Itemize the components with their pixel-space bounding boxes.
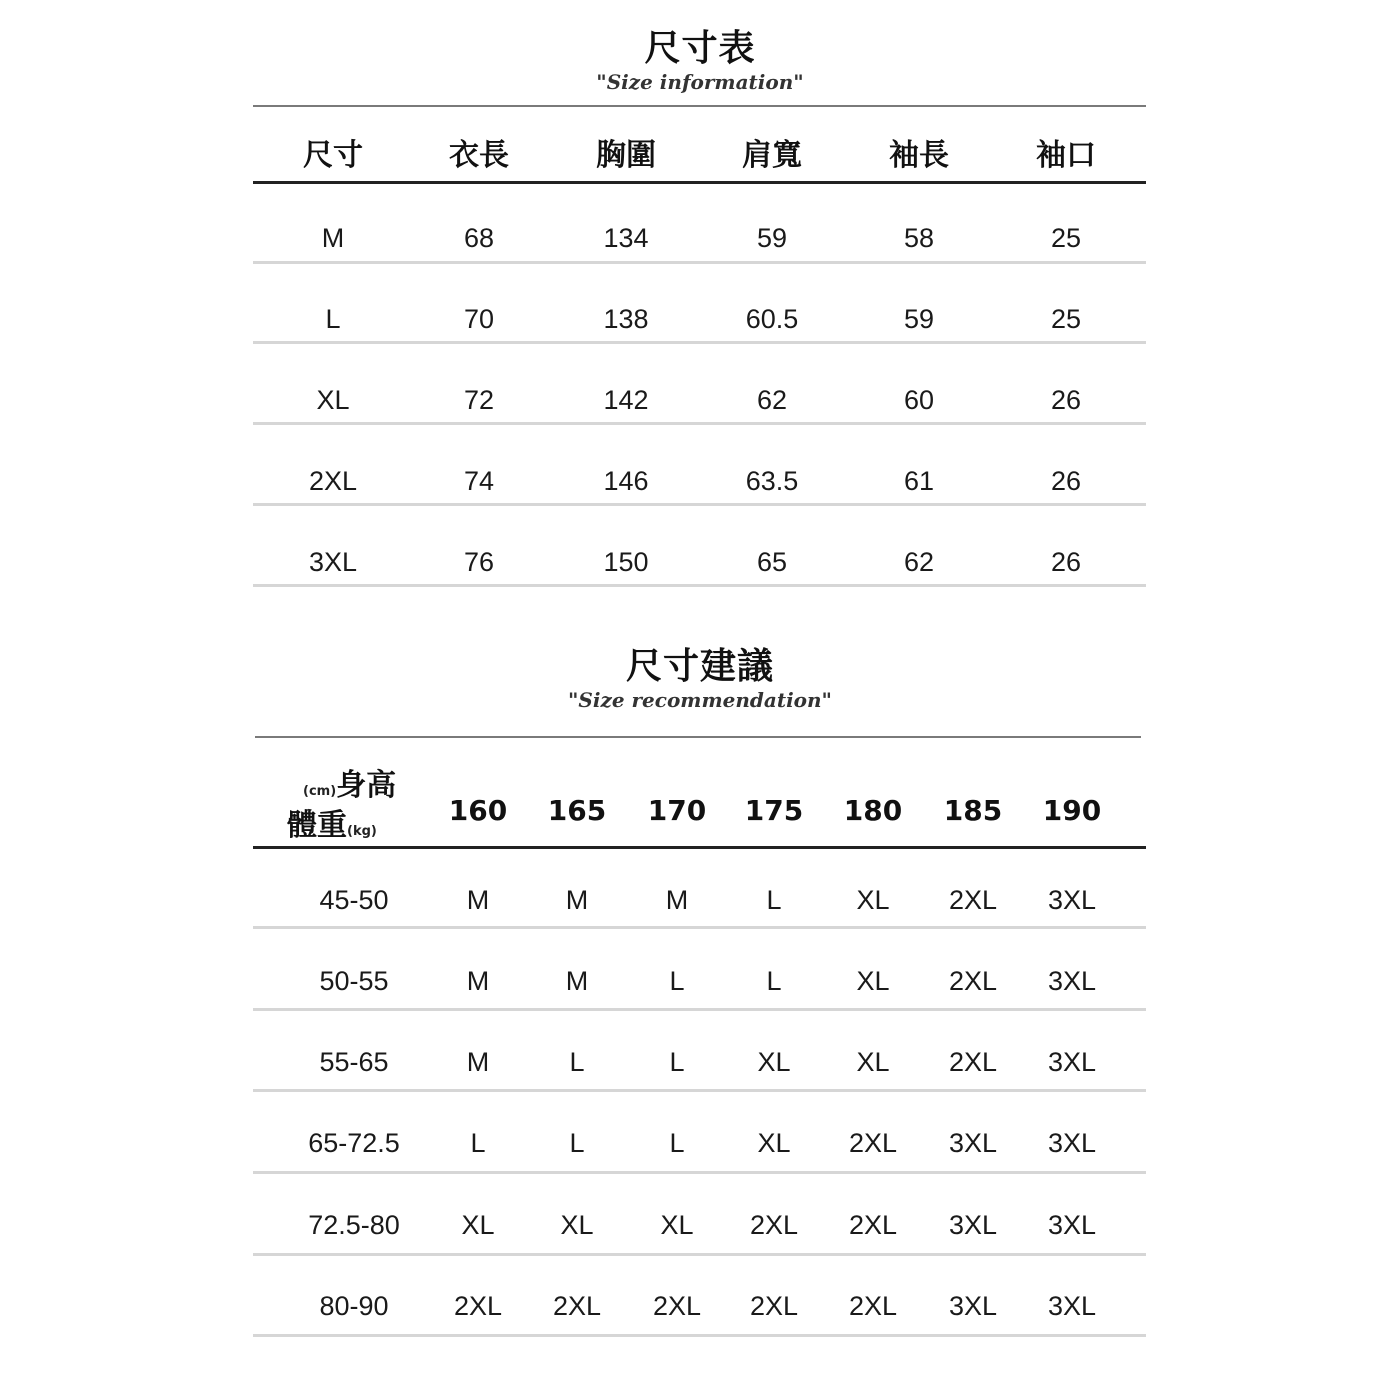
- row-divider: [253, 926, 1146, 929]
- header-size: 尺寸: [303, 138, 363, 173]
- size-info-top-rule: [253, 105, 1146, 107]
- cell-size: 2XL: [453, 1291, 503, 1321]
- cell-cuff: 26: [1050, 385, 1082, 415]
- cell-size: 3XL: [1047, 1128, 1097, 1158]
- cell-shoulder: 62: [756, 385, 788, 415]
- cell-size: XL: [757, 1047, 791, 1077]
- cell-size: XL: [856, 1047, 890, 1077]
- cell-size: 3XL: [1047, 1047, 1097, 1077]
- cell-size: 3XL: [1047, 885, 1097, 915]
- cell-size: M: [466, 966, 490, 996]
- cell-chest: 142: [603, 385, 649, 415]
- cell-size: 2XL: [848, 1291, 898, 1321]
- row-divider: [253, 1171, 1146, 1174]
- cell-length: 76: [463, 547, 495, 577]
- cell-size: 3XL: [948, 1128, 998, 1158]
- cell-size: L: [766, 885, 782, 915]
- cell-size: L: [669, 1047, 685, 1077]
- cell-size: L: [470, 1128, 486, 1158]
- cell-size: L: [325, 304, 341, 334]
- cell-size: 3XL: [1047, 966, 1097, 996]
- row-divider: [253, 1334, 1146, 1337]
- cell-size: XL: [560, 1210, 594, 1240]
- cell-size: XL: [757, 1128, 791, 1158]
- cell-size: 3XL: [1047, 1291, 1097, 1321]
- cell-size: 2XL: [948, 966, 998, 996]
- header-length: 衣長: [449, 138, 509, 173]
- header-cuff: 袖口: [1036, 138, 1096, 173]
- header-height-185: 185: [943, 794, 1003, 827]
- cell-length: 70: [463, 304, 495, 334]
- cell-cuff: 26: [1050, 547, 1082, 577]
- weight-unit: (kg): [347, 824, 377, 839]
- table-row: [253, 882, 1146, 918]
- cell-size: 2XL: [749, 1210, 799, 1240]
- cell-size: XL: [856, 885, 890, 915]
- cell-size: 3XL: [308, 547, 358, 577]
- cell-size: L: [569, 1128, 585, 1158]
- row-divider: [253, 422, 1146, 425]
- cell-sleeve-length: 59: [903, 304, 935, 334]
- header-height-180: 180: [843, 794, 903, 827]
- cell-cuff: 26: [1050, 466, 1082, 496]
- cell-size: 2XL: [552, 1291, 602, 1321]
- header-chest: 胸圍: [596, 138, 656, 173]
- weight-label: 體重: [287, 808, 347, 843]
- row-divider: [253, 261, 1146, 264]
- cell-size: L: [766, 966, 782, 996]
- cell-size: M: [665, 885, 689, 915]
- cell-sleeve-length: 61: [903, 466, 935, 496]
- cell-size: M: [565, 885, 589, 915]
- cell-size: 2XL: [948, 885, 998, 915]
- size-info-header-rule: [253, 181, 1146, 184]
- cell-size: L: [669, 1128, 685, 1158]
- row-divider: [253, 1253, 1146, 1256]
- cell-size: M: [466, 1047, 490, 1077]
- cell-shoulder: 59: [756, 223, 788, 253]
- cell-chest: 146: [603, 466, 649, 496]
- header-height-175: 175: [744, 794, 804, 827]
- cell-sleeve-length: 58: [903, 223, 935, 253]
- table-row: [253, 1125, 1146, 1161]
- row-divider: [253, 341, 1146, 344]
- cell-size: 2XL: [948, 1047, 998, 1077]
- size-info-subtitle: "Size information": [596, 70, 804, 94]
- row-divider: [253, 584, 1146, 587]
- size-recommendation-top-rule: [255, 736, 1141, 738]
- header-shoulder: 肩寬: [742, 138, 802, 173]
- cell-sleeve-length: 62: [903, 547, 935, 577]
- row-divider: [253, 1008, 1146, 1011]
- row-divider: [253, 1089, 1146, 1092]
- cell-size: XL: [660, 1210, 694, 1240]
- table-row: [253, 1044, 1146, 1080]
- cell-size: XL: [316, 385, 350, 415]
- cell-size: 3XL: [948, 1291, 998, 1321]
- header-sleeve-length: 袖長: [889, 138, 949, 173]
- size-info-title: 尺寸表: [644, 27, 756, 69]
- cell-shoulder: 65: [756, 547, 788, 577]
- cell-size: M: [466, 885, 490, 915]
- cell-weight: 55-65: [319, 1047, 389, 1077]
- cell-size: 3XL: [1047, 1210, 1097, 1240]
- cell-length: 72: [463, 385, 495, 415]
- cell-weight: 65-72.5: [308, 1128, 400, 1158]
- cell-size: L: [569, 1047, 585, 1077]
- cell-cuff: 25: [1050, 223, 1082, 253]
- size-recommendation-title: 尺寸建議: [625, 645, 774, 687]
- cell-weight: 45-50: [319, 885, 389, 915]
- cell-size: M: [565, 966, 589, 996]
- table-row: [253, 963, 1146, 999]
- cell-length: 74: [463, 466, 495, 496]
- size-recommendation-title-block: [0, 646, 1400, 712]
- cell-size: XL: [461, 1210, 495, 1240]
- cell-size: 2XL: [848, 1128, 898, 1158]
- size-recommendation-subtitle: "Size recommendation": [568, 688, 832, 712]
- cell-chest: 150: [603, 547, 649, 577]
- cell-shoulder: 60.5: [745, 304, 799, 334]
- table-row: [253, 220, 1146, 256]
- table-row: [253, 301, 1146, 337]
- cell-size: 3XL: [948, 1210, 998, 1240]
- cell-chest: 138: [603, 304, 649, 334]
- cell-size: 2XL: [308, 466, 358, 496]
- cell-shoulder: 63.5: [745, 466, 799, 496]
- cell-size: M: [321, 223, 345, 253]
- cell-weight: 50-55: [319, 966, 389, 996]
- cell-size: 2XL: [652, 1291, 702, 1321]
- table-row: [253, 1207, 1146, 1243]
- header-height-170: 170: [647, 794, 707, 827]
- height-label: 身高: [336, 768, 397, 803]
- table-row: [253, 463, 1146, 499]
- size-recommendation-header-rule: [253, 846, 1146, 849]
- table-row: [253, 1288, 1146, 1324]
- cell-weight: 80-90: [319, 1291, 389, 1321]
- cell-size: XL: [856, 966, 890, 996]
- cell-size: 2XL: [749, 1291, 799, 1321]
- cell-sleeve-length: 60: [903, 385, 935, 415]
- header-height-165: 165: [547, 794, 607, 827]
- height-header-row: [253, 793, 1146, 829]
- row-divider: [253, 503, 1146, 506]
- size-info-title-block: [0, 28, 1400, 94]
- cell-size: 2XL: [848, 1210, 898, 1240]
- header-height-160: 160: [448, 794, 508, 827]
- size-info-header-row: [253, 136, 1146, 176]
- table-row: [253, 544, 1146, 580]
- header-height-190: 190: [1042, 794, 1102, 827]
- table-row: [253, 382, 1146, 418]
- cell-size: L: [669, 966, 685, 996]
- cell-length: 68: [463, 223, 495, 253]
- cell-chest: 134: [603, 223, 649, 253]
- cell-weight: 72.5-80: [308, 1210, 400, 1240]
- height-unit: (cm): [303, 784, 337, 799]
- cell-cuff: 25: [1050, 304, 1082, 334]
